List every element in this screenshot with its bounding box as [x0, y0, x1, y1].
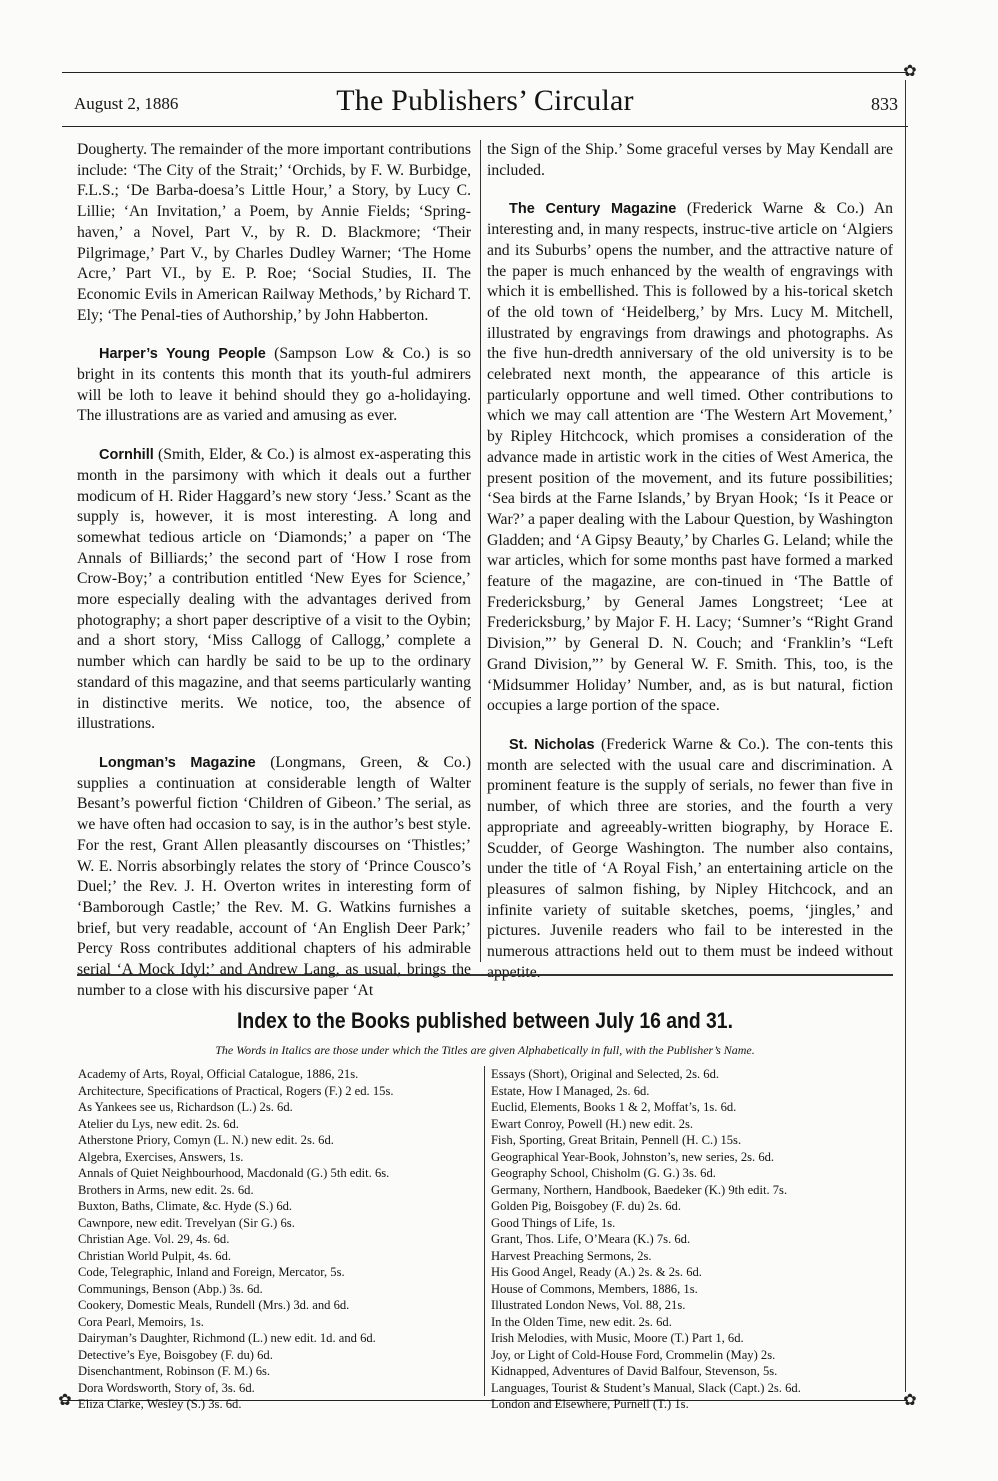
- paragraph-text: Dougherty. The remainder of the more important contributions include: ‘The City of the Strait;’ ‘Orchids, by F. W. Burbidge, F.L.S.; ‘De Barba-doesa’s Little Hour,’ a Story, by Lucy C. Lillie; ‘An Invitation,’ a Poem, by Annie Fields; ‘Spring-haven,’ a Novel, Part V., by R. D. Blackmore; ‘Their Pilgrimage,’ Part V., by Charles Dudley Warner; ‘The Home Acre,’ Part VI., by E. P. Roe; ‘Social Studies, II. The Economic Evils in American Railway Methods,’ by Richard T. Ely; ‘The Penal-ties of Authorship,’ by John Habberton.: [77, 141, 471, 324]
- index-entry: Ewart Conroy, Powell (H.) new edit. 2s.: [491, 1116, 694, 1131]
- right-border-rule: [905, 80, 906, 1392]
- paragraph: [77, 140, 471, 326]
- index-entry: Illustrated London News, Vol. 88, 21s.: [491, 1298, 686, 1312]
- page-number: 833: [871, 94, 898, 114]
- paragraph-lead: The Century Magazine: [509, 201, 677, 218]
- index-heading: Index to the Books published between July 16 and 31.: [237, 1008, 733, 1033]
- index-entry: House of Commons, Members, 1886, 1s.: [491, 1281, 698, 1296]
- paragraph: [77, 753, 471, 1001]
- index-entry: Cookery, Domestic Meals, Rundell (Mrs.) 3d. and 6d.: [78, 1298, 350, 1312]
- index-entry: Christian Age. Vol. 29, 4s. 6d.: [78, 1232, 230, 1246]
- periodical-title: The Publishers’ Circular: [336, 84, 634, 117]
- paragraph-lead: Harper’s Young People: [99, 346, 266, 363]
- index-entry: Communings, Benson (Abp.) 3s. 6d.: [78, 1281, 263, 1296]
- index-list-left: [78, 1066, 488, 1413]
- index-entry: Harvest Preaching Sermons, 2s.: [491, 1248, 652, 1263]
- section-divider: [77, 974, 893, 976]
- paragraph-text: the Sign of the Ship.’ Some graceful verses by May Kendall are included.: [487, 141, 893, 179]
- index-entry: Cawnpore, new edit. Trevelyan (Sir G.) 6s.: [78, 1215, 295, 1230]
- index-entry: Christian World Pulpit, 4s. 6d.: [78, 1248, 232, 1263]
- top-border-rule: [62, 72, 908, 73]
- paragraph-lead: St. Nicholas: [509, 736, 595, 753]
- index-subheading: The Words in Italics are those under which the Titles are given Alphabetically in full, with the Publisher’s Name.: [215, 1043, 755, 1057]
- index-entry: Atherstone Priory, Comyn (L. N.) new edit. 2s. 6d.: [78, 1133, 334, 1147]
- paragraph-lead: Cornhill: [99, 447, 154, 464]
- index-entry: Disenchantment, Robinson (F. M.) 6s.: [78, 1364, 271, 1378]
- index-entry: Good Things of Life, 1s.: [491, 1215, 616, 1230]
- right-column: [487, 140, 893, 1001]
- paragraph-text: (Frederick Warne & Co.). The con-tents this month are selected with the usual care and discrimination. A prominent feature is the supply of serials, no fewer than five in number, of which three are stories, and the fourth a very appropriate and agreeably-written biography, by Horace E. Scudder, of George Washington. The number also contains, under the title of ‘A Royal Fish,’ an entertaining article on the pleasures of salmon fishing, by Nipley Hitchcock, and an infinite variety of suitable sketches, poems, ‘jingles,’ and pictures. Juvenile readers who fail to be interested in the numerous attractions held out to them must be indeed without appetite.: [487, 735, 893, 981]
- index-entry: Kidnapped, Adventures of David Balfour, Stevenson, 5s.: [491, 1364, 778, 1378]
- index-entry: Grant, Thos. Life, O’Meara (K.) 7s. 6d.: [491, 1232, 691, 1246]
- index-entry: Academy of Arts, Royal, Official Catalogue, 1886, 21s.: [78, 1067, 359, 1081]
- index-entry: Essays (Short), Original and Selected, 2s. 6d.: [491, 1067, 720, 1081]
- index-entry: Joy, or Light of Cold-House Ford, Crommelin (May) 2s.: [491, 1347, 776, 1362]
- index-entry: Geographical Year-Book, Johnston’s, new series, 2s. 6d.: [491, 1149, 775, 1164]
- index-entry: His Good Angel, Ready (A.) 2s. & 2s. 6d.: [491, 1265, 702, 1279]
- index-entry: Architecture, Specifications of Practical, Rogers (F.) 2 ed. 15s.: [78, 1083, 394, 1098]
- index-entry: Algebra, Exercises, Answers, 1s.: [78, 1149, 244, 1164]
- index-entry: Estate, How I Managed, 2s. 6d.: [491, 1083, 650, 1098]
- index-entry: Code, Telegraphic, Inland and Foreign, Mercator, 5s.: [78, 1265, 345, 1279]
- running-header: [62, 84, 908, 124]
- index-entry: Irish Melodies, with Music, Moore (T.) Part 1, 6d.: [491, 1331, 744, 1345]
- index-entry: Languages, Tourist & Student’s Manual, Slack (Capt.) 2s. 6d.: [491, 1380, 801, 1395]
- index-entry: London and Elsewhere, Purnell (T.) 1s.: [491, 1397, 689, 1411]
- index-entry: Germany, Northern, Handbook, Baedeker (K.) 9th edit. 7s.: [491, 1182, 788, 1197]
- index-entry: Eliza Clarke, Wesley (S.) 3s. 6d.: [78, 1397, 242, 1411]
- index-entry: Geography School, Chisholm (G. G.) 3s. 6d.: [491, 1166, 716, 1180]
- index-entry: In the Olden Time, new edit. 2s. 6d.: [491, 1314, 672, 1329]
- paragraph: [77, 445, 471, 735]
- paragraph: [487, 199, 893, 717]
- corner-ornament-icon: ✿: [903, 63, 917, 80]
- issue-date: August 2, 1886: [74, 94, 179, 113]
- header-underline: [62, 126, 908, 127]
- paragraph-lead: Longman’s Magazine: [99, 754, 256, 771]
- paragraph: [487, 140, 893, 181]
- index-entry: Euclid, Elements, Books 1 & 2, Moffat’s, 1s. 6d.: [491, 1100, 737, 1114]
- index-entry: Buxton, Baths, Climate, &c. Hyde (S.) 6d.: [78, 1199, 293, 1213]
- index-entry: Cora Pearl, Memoirs, 1s.: [78, 1314, 204, 1329]
- index-entry: Detective’s Eye, Boisgobey (F. du) 6d.: [78, 1347, 273, 1362]
- corner-ornament-icon: ✿: [58, 1392, 72, 1409]
- paragraph: [487, 735, 893, 983]
- index-list-right: [491, 1066, 901, 1413]
- index-entry: Dora Wordsworth, Story of, 3s. 6d.: [78, 1380, 255, 1395]
- index-entry: Fish, Sporting, Great Britain, Pennell (H. C.) 15s.: [491, 1133, 742, 1147]
- left-column: [77, 140, 471, 1019]
- paragraph: [77, 344, 471, 427]
- index-entry: Golden Pig, Boisgobey (F. du) 2s. 6d.: [491, 1199, 682, 1213]
- index-entry: As Yankees see us, Richardson (L.) 2s. 6d.: [78, 1100, 293, 1114]
- index-entry: Brothers in Arms, new edit. 2s. 6d.: [78, 1182, 254, 1197]
- index-entry: Annals of Quiet Neighbourhood, Macdonald (G.) 5th edit. 6s.: [78, 1166, 390, 1180]
- index-entry: Dairyman’s Daughter, Richmond (L.) new edit. 1d. and 6d.: [78, 1331, 376, 1345]
- index-entry: Atelier du Lys, new edit. 2s. 6d.: [78, 1116, 239, 1131]
- column-divider: [480, 140, 481, 962]
- paragraph-text: (Frederick Warne & Co.) An interesting and, in many respects, instruc-tive article on ‘Algiers and its Suburbs’ opens the number, and the attractive nature of the paper is much enhanced by the wealth of engravings with which it is embellished. This is followed by a his-torical sketch of the old town of ‘Heidelberg,’ by Mrs. Lucy M. Mitchell, illustrated by engravings from drawings and photographs. As the five hun-dredth anniversary of the old university is to be celebrated next month, the appearance of this article is particularly opportune and well timed. Other contributions to which we may call attention are ‘The Western Art Movement,’ by Ripley Hitchcock, which promises a consideration of the advance made in artistic work in the cities of West America, the present position of the movement, and its future possibilities; ‘Sea birds at the Farne Islands,’ by Bryan Hook; ‘Is it Peace or War?’ a paper dealing with the Labour Question, by Washington Gladden; and ‘A Gipsy Beauty,’ by Charles G. Leland; while the war articles, which for some months past have formed a marked feature of the magazine, are con-tinued in ‘The Battle of Fredericksburg,’ by General James Longstreet; ‘Lee at Fredericksburg,’ by Major F. H. Lacy; ‘Sumner’s “Right Grand Division,”’ by General D. N. Couch; and ‘Franklin’s “Left Grand Division,”’ by General W. F. Smith. This, too, is the ‘Midsummer Holiday’ Number, and, as is but natural, fiction occupies a large portion of the space.: [487, 200, 893, 715]
- corner-ornament-icon: ✿: [903, 1392, 917, 1409]
- paragraph-text: (Sampson Low & Co.) is so bright in its contents this month that its youth-ful admirers will be loth to leave it behind should they go a-holidaying. The illustrations are as varied and amusing as ever.: [77, 345, 471, 425]
- paragraph-text: (Smith, Elder, & Co.) is almost ex-asperating this month in the parsimony with which it deals out a further modicum of H. Rider Haggard’s new story ‘Jess.’ Scant as the supply is, however, it is most interesting. A long and somewhat tedious article on ‘Diamonds;’ a paper on ‘The Annals of Billiards;’ the second part of ‘How I rose from Crow-Boy;’ a contribution entitled ‘New Eyes for Science,’ more especially dealing with the advantages derived from photography; a short paper descriptive of a visit to the Oybin; and a short story, ‘Miss Callogg of Callogg,’ complete a number which can hardly be said to be up to the ordinary standard of this magazine, and that seems particularly wanting in distinctive merits. We notice, too, the absence of illustrations.: [77, 446, 471, 733]
- paragraph-text: (Longmans, Green, & Co.) supplies a continuation at considerable length of Walter Besant’s powerful fiction ‘Children of Gibeon.’ The serial, as we have often had occasion to say, is in the author’s best style. For the rest, Grant Allen pleasantly discourses on ‘Thistles;’ W. E. Norris absorbingly relates the story of ‘Prince Cousco’s Duel;’ the Rev. J. H. Overton writes in interesting form of ‘Bamborough Castle;’ the Rev. M. G. Watkins furnishes a brief, but very readable, account of ‘An English Deer Park;’ Percy Ross contributes additional chapters of his admirable serial ‘A Mock Idyl;’ and Andrew Lang, as usual, brings the number to a close with his discursive paper ‘At: [77, 753, 471, 999]
